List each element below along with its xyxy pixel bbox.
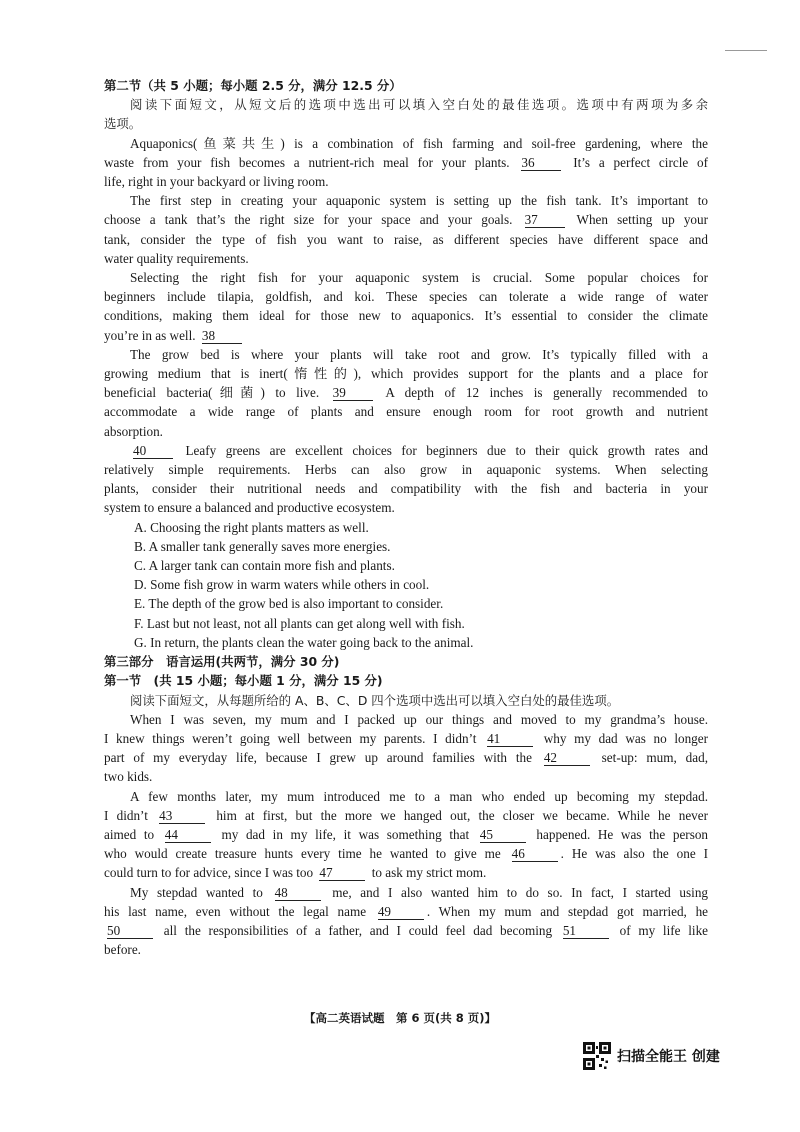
blank-40: 40 [133, 443, 173, 459]
scanner-text: 扫描全能王 创建 [617, 1049, 720, 1065]
option-d: D. Some fish grow in warm waters while others in cool. [134, 577, 430, 593]
blank-45: 45 [480, 827, 526, 843]
blank-49: 49 [378, 904, 424, 920]
passage-line: choose a tank that’s the right size for your space and your goals. 37 When setting up your [104, 212, 709, 228]
option-f: F. Last but not least, not all plants can get along well with fish. [134, 615, 465, 631]
passage-line: accommodate a wide range of plants and ensure enough room for root growth and nutrient [104, 404, 708, 420]
blank-43: 43 [159, 808, 205, 824]
passage-line: his last name, even without the legal name 49 . When my mum and stepdad got married, he [104, 903, 709, 919]
passage-line: Aquaponics(鱼菜共生) is a combination of fish farming and soil-free gardening, where the [130, 135, 708, 151]
passage-line: 50 all the responsibilities of a father, and I could feel dad becoming 51 of my life like [107, 922, 709, 938]
passage-line: The grow bed is where your plants will take root and grow. It’s typically filled with a [130, 346, 708, 362]
passage-line: life, right in your backyard or living room. [104, 174, 329, 190]
passage-line: growing medium that is inert(惰性的), which provides support for the plants and a place for [104, 366, 708, 382]
passage-line: water quality requirements. [104, 250, 249, 266]
blank-51: 51 [563, 923, 609, 939]
passage-line: A few months later, my mum introduced me to a man who ended up becoming my stepdad. [130, 788, 708, 804]
passage-line: 40 Leafy greens are excellent choices for beginners due to their quick growth rates and [133, 442, 709, 458]
passage-line: tank, consider the type of fish you want to raise, as different species have different space and [104, 231, 708, 247]
passage-line: two kids. [104, 769, 153, 785]
scanner-watermark [583, 1042, 720, 1070]
top-rule [725, 50, 767, 51]
passage-line: plants, consider their nutritional needs and compatibility with the fish and bacteria in your [104, 481, 708, 497]
instruction-line: 选项。 [104, 116, 142, 132]
passage-line: part of my everyday life, because I grew up around families with the 42 set-up: mum, dad, [104, 750, 708, 766]
blank-39: 39 [333, 385, 373, 401]
option-b: B. A smaller tank generally saves more energies. [134, 538, 391, 554]
blank-36: 36 [521, 155, 561, 171]
passage-line: could turn to for advice, since I was too 47 to ask my strict mom. [104, 865, 487, 881]
passage-line: beneficial bacteria(细菌) to live. 39 A depth of 12 inches is generally recommended to [104, 385, 708, 401]
instruction-line: 阅读下面短文，从短文后的选项中选出可以填入空白处的最佳选项。选项中有两项为多余 [130, 97, 708, 113]
passage-line: I didn’t 43 him at first, but the more we hanged out, the closer we became. While he never [104, 807, 709, 823]
section-heading: 第二节（共 5 小题；每小题 2.5 分，满分 12.5 分） [104, 78, 402, 93]
passage-line: before. [104, 942, 141, 958]
exam-page [104, 76, 708, 959]
passage-line: absorption. [104, 423, 163, 439]
blank-47: 47 [319, 865, 365, 881]
blank-41: 41 [487, 731, 533, 747]
blank-42: 42 [544, 750, 590, 766]
passage-line: system to ensure a balanced and productive ecosystem. [104, 500, 395, 516]
passage-line: The first step in creating your aquaponic system is setting up the fish tank. It’s important to [130, 193, 708, 209]
blank-37: 37 [525, 212, 565, 228]
passage-line: relatively simple requirements. Herbs can also grow in aquaponic systems. When selecting [104, 462, 708, 478]
passage-line: aimed to 44 my dad in my life, it was something that 45 happened. He was the person [104, 826, 709, 842]
passage-line: I knew things weren’t going well between my parents. I didn’t 41 why my dad was no longer [104, 730, 709, 746]
option-e: E. The depth of the grow bed is also important to consider. [134, 596, 444, 612]
blank-44: 44 [165, 827, 211, 843]
page-footer: 【高二英语试题 第 6 页(共 8 页)】 [303, 1011, 497, 1025]
passage-line: you’re in as well. 38 [104, 326, 708, 345]
blank-50: 50 [107, 923, 153, 939]
blank-38: 38 [202, 328, 242, 344]
option-c: C. A larger tank can contain more fish and plants. [134, 558, 395, 574]
qr-code-icon [583, 1042, 611, 1070]
passage-line: When I was seven, my mum and I packed up our things and moved to my grandma’s house. [130, 711, 708, 727]
blank-46: 46 [512, 846, 558, 862]
passage-line: My stepdad wanted to 48 me, and I also wanted him to do so. In fact, I started using [130, 884, 709, 900]
passage-line: waste from your fish becomes a nutrient-rich meal for your plants. 36 It’s a perfect circle of [104, 154, 709, 170]
instruction-line: 阅读下面短文，从每题所给的 A、B、C、D 四个选项中选出可以填入空白处的最佳选项。 [130, 692, 620, 708]
passage-line: Selecting the right fish for your aquaponic system is crucial. Some popular choices for [130, 270, 708, 286]
passage-line: conditions, making them ideal for those new to aquaponics. It’s essential to consider the climate [104, 308, 708, 324]
option-a: A. Choosing the right plants matters as well. [134, 519, 369, 535]
passage-line: who would create treasure hunts every time he wanted to give me 46 . He was also the one I [104, 846, 709, 862]
blank-48: 48 [275, 885, 321, 901]
option-g: G. In return, the plants clean the water going back to the animal. [134, 634, 474, 650]
section-heading: 第一节 (共 15 小题；每小题 1 分，满分 15 分) [104, 673, 383, 689]
passage-line: beginners include tilapia, goldfish, and koi. These species can tolerate a wide range of water [104, 289, 708, 305]
part-heading: 第三部分 语言运用(共两节，满分 30 分) [104, 654, 340, 670]
